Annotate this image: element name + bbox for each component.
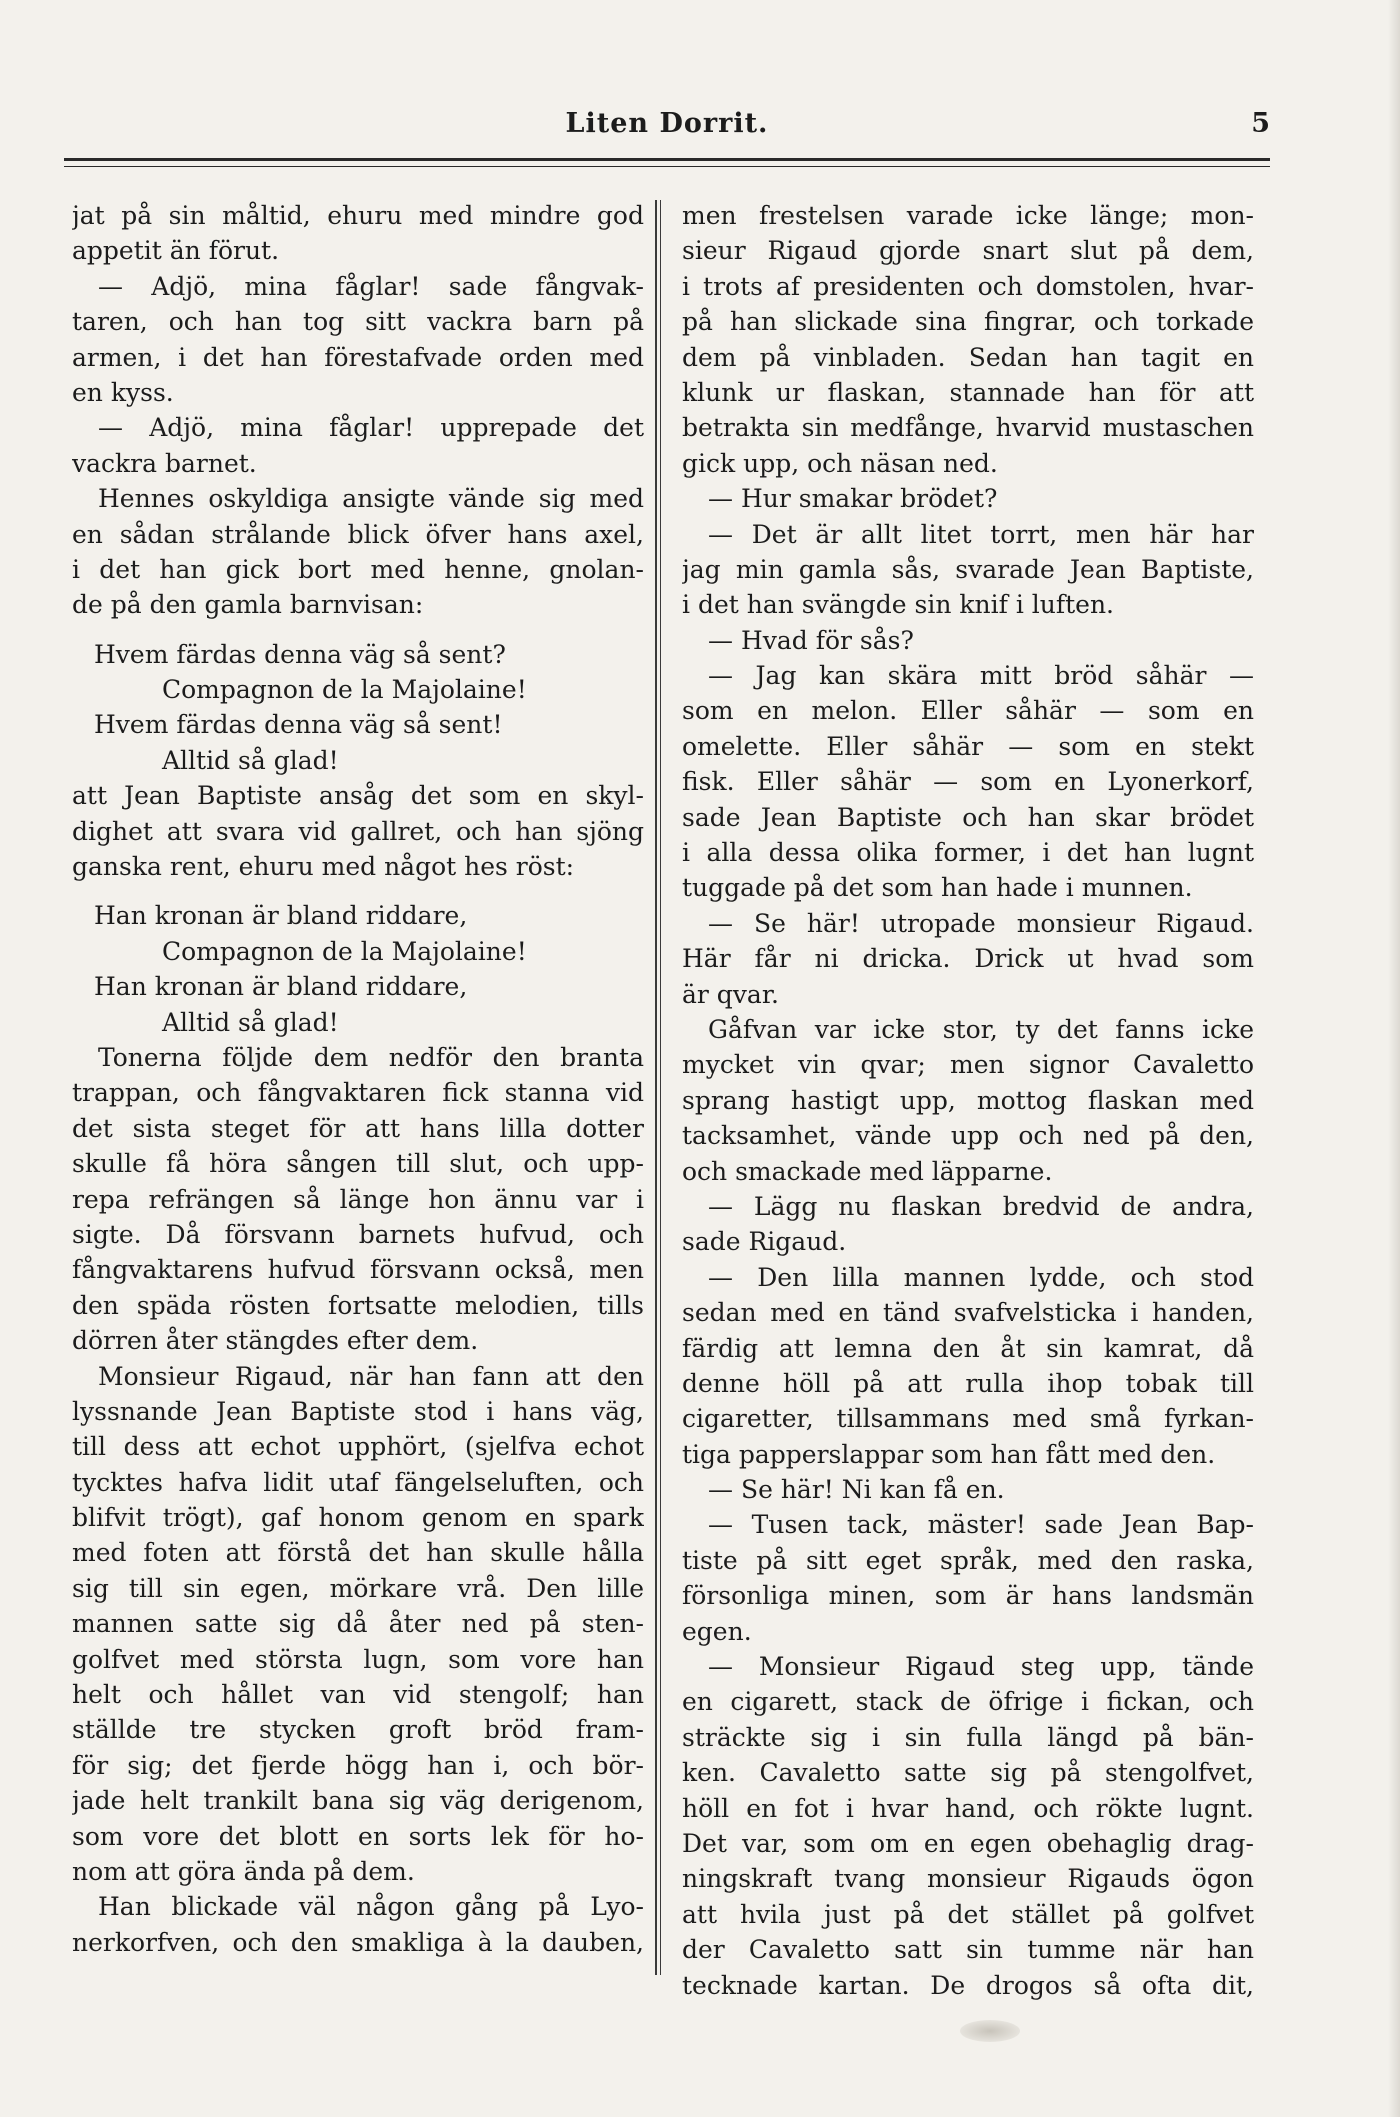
verse-line: Hvem färdas denna väg så sent! xyxy=(94,710,503,740)
text-line: för sig; det fjerde högg han i, och bör- xyxy=(72,1750,644,1780)
text-line: jag min gamla sås, svarade Jean Baptiste, xyxy=(682,554,1254,584)
column-divider-right-line xyxy=(660,200,661,1975)
text-line: ganska rent, ehuru med något hes röst: xyxy=(72,852,575,882)
text-line: till dess att echot upphört, (sjelfva echot xyxy=(72,1432,644,1462)
text-line: tecknade kartan. De drogos så ofta dit, xyxy=(682,1970,1254,2000)
text-line: armen, i det han förestafvade orden med xyxy=(72,342,644,372)
text-line: betrakta sin medfånge, hvarvid mustaschen xyxy=(682,413,1254,443)
text-line: i alla dessa olika former, i det han lugnt xyxy=(682,838,1254,868)
verse-line: Alltid så glad! xyxy=(162,1007,339,1037)
text-line: ningskraft tvang monsieur Rigauds ögon xyxy=(682,1864,1254,1894)
text-line: tiste på sitt eget språk, med den raska, xyxy=(682,1545,1254,1575)
text-line: att Jean Baptiste ansåg det som en skyl- xyxy=(72,781,644,811)
header-rule-thin xyxy=(64,166,1270,167)
text-line: sade Rigaud. xyxy=(682,1227,847,1257)
text-line: skulle få höra sången till slut, och upp- xyxy=(72,1149,644,1179)
text-line: klunk ur flaskan, stannade han för att xyxy=(682,377,1254,407)
text-line: mannen satte sig då åter ned på sten- xyxy=(72,1609,644,1639)
text-line: golfvet med största lugn, som vore han xyxy=(72,1644,644,1674)
text-line: i trots af presidenten och domstolen, hvar- xyxy=(682,271,1254,301)
text-line: sprang hastigt upp, mottog flaskan med xyxy=(682,1085,1254,1115)
text-line: sigte. Då försvann barnets hufvud, och xyxy=(72,1219,644,1249)
text-line: taren, och han tog sitt vackra barn på xyxy=(72,307,644,337)
text-line: det sista steget för att hans lilla dotter xyxy=(72,1113,644,1143)
text-line: en sådan strålande blick öfver hans axel, xyxy=(72,519,644,549)
text-line: gick upp, och näsan ned. xyxy=(682,448,998,478)
text-line: helt och hållet van vid stengolf; han xyxy=(72,1680,644,1710)
text-line: Han blickade väl någon gång på Lyo- xyxy=(98,1892,644,1922)
text-line: som vore det blott en sorts lek för ho- xyxy=(72,1821,644,1851)
text-line: — Adjö, mina fåglar! upprepade det xyxy=(98,413,644,443)
text-line: sig till sin egen, mörkare vrå. Den lille xyxy=(72,1573,644,1603)
page-number: 5 xyxy=(1251,108,1270,139)
text-line: Tonerna följde dem nedför den branta xyxy=(98,1042,644,1072)
running-title: Liten Dorrit. xyxy=(565,108,769,139)
text-line: mycket vin qvar; men signor Cavaletto xyxy=(682,1050,1254,1080)
text-line: sedan med en tänd svafvelsticka i handen, xyxy=(682,1298,1254,1328)
text-line: trappan, och fångvaktaren fick stanna vid xyxy=(72,1078,644,1108)
text-line: att hvila just på det stället på golfvet xyxy=(682,1899,1254,1929)
text-line: de på den gamla barnvisan: xyxy=(72,590,424,620)
text-line: — Den lilla mannen lydde, och stod xyxy=(708,1262,1254,1292)
verse-line: Compagnon de la Majolaine! xyxy=(162,936,527,966)
text-line: — Hvad för sås? xyxy=(708,625,914,655)
text-line: Gåfvan var icke stor, ty det fanns icke xyxy=(708,1014,1254,1044)
text-line: höll en fot i hvar hand, och rökte lugnt. xyxy=(682,1793,1254,1823)
verse-line: Han kronan är bland riddare, xyxy=(94,972,468,1002)
page-edge-shadow xyxy=(1388,0,1400,2117)
text-line: men frestelsen varade icke länge; mon- xyxy=(682,201,1254,230)
text-line: — Se här! Ni kan få en. xyxy=(708,1475,1005,1505)
text-line: ställde tre stycken groft bröd fram- xyxy=(72,1715,644,1745)
text-line: Monsieur Rigaud, när han fann att den xyxy=(98,1361,644,1391)
page-header xyxy=(64,108,1270,148)
text-line: tuggade på det som han hade i munnen. xyxy=(682,873,1193,903)
text-line: — Monsieur Rigaud steg upp, tände xyxy=(708,1652,1254,1682)
text-line: dem på vinbladen. Sedan han tagit en xyxy=(682,342,1254,372)
text-line: nerkorfven, och den smakliga à la dauben, xyxy=(72,1927,644,1957)
text-line: — Se här! utropade monsieur Rigaud. xyxy=(708,908,1254,938)
text-line: der Cavaletto satt sin tumme när han xyxy=(682,1935,1254,1965)
text-line: tacksamhet, vände upp och ned på den, xyxy=(682,1121,1254,1151)
right-text-column xyxy=(682,198,1254,2003)
text-line: ken. Cavaletto satte sig på stengolfvet, xyxy=(682,1758,1254,1788)
text-line: fisk. Eller såhär — som en Lyonerkorf, xyxy=(682,767,1254,797)
text-line: i det han svängde sin knif i luften. xyxy=(682,590,1114,620)
text-line: — Tusen tack, mäster! sade Jean Bap- xyxy=(708,1510,1254,1540)
left-text-column xyxy=(72,198,644,1960)
text-line: dörren åter stängdes efter dem. xyxy=(72,1326,479,1356)
paper-smudge xyxy=(960,2020,1020,2042)
text-line: i det han gick bort med henne, gnolan- xyxy=(72,554,644,584)
text-line: — Jag kan skära mitt bröd såhär — xyxy=(708,661,1254,691)
text-line: sade Jean Baptiste och han skar brödet xyxy=(682,802,1254,832)
text-line: appetit än förut. xyxy=(72,236,280,266)
verse-gap xyxy=(72,884,644,898)
text-line: sieur Rigaud gjorde snart slut på dem, xyxy=(682,236,1254,266)
text-line: — Adjö, mina fåglar! sade fångvak- xyxy=(98,271,644,301)
text-line: fångvaktarens hufvud försvann också, men xyxy=(72,1255,644,1285)
text-line: cigaretter, tillsammans med små fyrkan- xyxy=(682,1404,1254,1434)
text-line: tiga papperslappar som han fått med den. xyxy=(682,1439,1216,1469)
verse-gap xyxy=(72,623,644,637)
text-line: med foten att förstå det han skulle hålla xyxy=(72,1538,644,1568)
text-line: försonliga minen, som är hans landsmän xyxy=(682,1581,1254,1611)
text-line: tycktes hafva lidit utaf fängelseluften, och xyxy=(72,1467,644,1497)
header-rule-thick xyxy=(64,158,1270,161)
text-line: blifvit trögt), gaf honom genom en spark xyxy=(72,1503,644,1533)
text-line: den späda rösten fortsatte melodien, tills xyxy=(72,1290,644,1320)
text-line: färdig att lemna den åt sin kamrat, då xyxy=(682,1333,1254,1363)
text-line: Det var, som om en egen obehaglig drag- xyxy=(682,1828,1254,1858)
text-line: på han slickade sina fingrar, och torkade xyxy=(682,307,1254,337)
text-line: lyssnande Jean Baptiste stod i hans väg, xyxy=(72,1396,644,1426)
text-line: jade helt trankilt bana sig väg derigenom, xyxy=(72,1786,644,1816)
text-line: — Lägg nu flaskan bredvid de andra, xyxy=(708,1191,1254,1221)
text-line: vackra barnet. xyxy=(72,448,257,478)
text-line: nom att göra ända på dem. xyxy=(72,1856,415,1886)
text-line: repa refrängen så länge hon ännu var i xyxy=(72,1184,644,1214)
text-line: denne höll på att rulla ihop tobak till xyxy=(682,1368,1254,1398)
verse-line: Compagnon de la Majolaine! xyxy=(162,675,527,705)
text-line: en kyss. xyxy=(72,377,174,407)
text-line: omelette. Eller såhär — som en stekt xyxy=(682,731,1254,761)
verse-line: Han kronan är bland riddare, xyxy=(94,901,468,931)
text-line: dighet att svara vid gallret, och han sjöng xyxy=(72,816,644,846)
text-line: egen. xyxy=(682,1616,752,1646)
text-line: jat på sin måltid, ehuru med mindre god xyxy=(72,201,644,230)
text-line: Här får ni dricka. Drick ut hvad som xyxy=(682,944,1254,974)
text-line: och smackade med läpparne. xyxy=(682,1156,1053,1186)
text-line: — Det är allt litet torrt, men här har xyxy=(708,519,1254,549)
text-line: sträckte sig i sin fulla längd på bän- xyxy=(682,1722,1254,1752)
text-line: är qvar. xyxy=(682,979,779,1009)
text-line: som en melon. Eller såhär — som en xyxy=(682,696,1254,726)
text-line: Hennes oskyldiga ansigte vände sig med xyxy=(98,484,644,514)
column-divider-left-line xyxy=(655,200,657,1975)
text-line: en cigarett, stack de öfrige i fickan, och xyxy=(682,1687,1254,1717)
text-line: — Hur smakar brödet? xyxy=(708,484,998,514)
verse-line: Hvem färdas denna väg så sent? xyxy=(94,639,506,669)
verse-line: Alltid så glad! xyxy=(162,745,339,775)
